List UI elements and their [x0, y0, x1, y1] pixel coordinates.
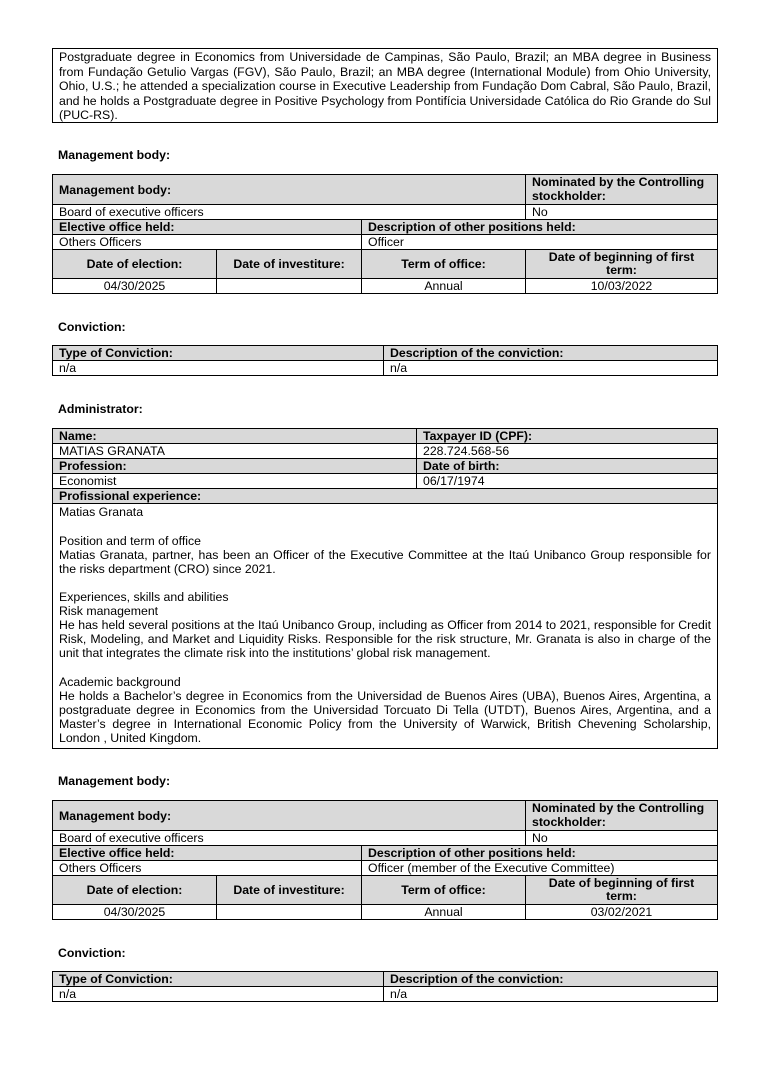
prof-experience-text: [59, 505, 711, 745]
skills-title: Experiences, skills and abilities: [59, 590, 229, 604]
nominated-value: No: [526, 205, 718, 220]
taxpayer-label: Taxpayer ID (CPF):: [417, 429, 718, 444]
conviction-table-2: [52, 971, 718, 1002]
management-body-heading-2: Management body:: [58, 774, 171, 788]
date-first-term-value: 03/02/2021: [526, 905, 718, 920]
education-text-box: Postgraduate degree in Economics from Universidade de Campinas, São Paulo, Brazil; an MBA degree in Business from Fundação Getulio Vargas (FGV), São Paulo, Brazil; an MBA degree (International Module) from Ohio University, Ohio, U.S.; he attended a specialization course in Executive Leadership from Fundação Dom Cabral, São Paulo, Brazil, and he holds a Postgraduate degree in Positive Psychology from Pontifícia Universidade Católica do Rio Grande do Sul (PUC-RS).: [52, 48, 718, 123]
administrator-table: [52, 428, 718, 749]
desc-conviction-value: n/a: [384, 361, 718, 376]
date-first-term-label: Date of beginning of first term:: [526, 876, 718, 905]
date-birth-value: 06/17/1974: [417, 474, 718, 489]
management-body-table: [52, 174, 718, 294]
management-body-label: Management body:: [53, 175, 526, 205]
other-positions-value: Officer (member of the Executive Committee): [362, 861, 718, 876]
name-value: MATIAS GRANATA: [53, 444, 417, 459]
prof-experience-cell: [53, 504, 718, 749]
skills-subtitle: Risk management: [59, 604, 159, 618]
elective-office-label: Elective office held:: [53, 220, 362, 235]
prof-experience-label: Profissional experience:: [53, 489, 718, 504]
date-election-value: 04/30/2025: [53, 905, 217, 920]
date-investiture-value: [217, 279, 362, 294]
management-body-value: Board of executive officers: [53, 831, 526, 846]
conviction-table: [52, 345, 718, 376]
term-office-value: Annual: [362, 279, 526, 294]
date-birth-label: Date of birth:: [417, 459, 718, 474]
desc-conviction-label: Description of the conviction:: [384, 972, 718, 987]
date-election-label: Date of election:: [53, 876, 217, 905]
desc-conviction-value: n/a: [384, 987, 718, 1002]
nominated-label: Nominated by the Controlling stockholder:: [526, 801, 718, 831]
management-body-value: Board of executive officers: [53, 205, 526, 220]
desc-conviction-label: Description of the conviction:: [384, 346, 718, 361]
academic-title: Academic background: [59, 674, 181, 689]
profession-value: Economist: [53, 474, 417, 489]
other-positions-value: Officer: [362, 235, 718, 250]
administrator-heading: Administrator:: [58, 402, 143, 416]
elective-office-value: Others Officers: [53, 235, 362, 250]
term-office-value: Annual: [362, 905, 526, 920]
name-label: Name:: [53, 429, 417, 444]
profession-label: Profession:: [53, 459, 417, 474]
position-text: Matias Granata, partner, has been an Officer of the Executive Committee at the Itaú Unibanco Group responsible for the risks department (CRO) since 2021.: [59, 547, 711, 576]
type-conviction-label: Type of Conviction:: [53, 346, 384, 361]
type-conviction-value: n/a: [53, 361, 384, 376]
management-body-heading: Management body:: [58, 148, 171, 162]
position-title: Position and term of office: [59, 533, 201, 548]
date-election-value: 04/30/2025: [53, 279, 217, 294]
type-conviction-label: Type of Conviction:: [53, 972, 384, 987]
term-office-label: Term of office:: [362, 876, 526, 905]
academic-text: He holds a Bachelor’s degree in Economics from the Universidad de Buenos Aires (UBA), Buenos Aires, Argentina, a postgraduate degree in Economics from the Universidad Torcuato Di Tella (UTDT), Buenos Aires, Argentina, and a Master’s degree in International Economic Policy from the University of Warwick, British Chevening Scholarship, London , United Kingdom.: [59, 688, 711, 745]
experience-name-line: Matias Granata: [59, 505, 144, 519]
nominated-value: No: [526, 831, 718, 846]
conviction-heading-2: Conviction:: [58, 946, 126, 960]
elective-office-value: Others Officers: [53, 861, 362, 876]
management-body-label: Management body:: [53, 801, 526, 831]
date-investiture-label: Date of investiture:: [217, 250, 362, 279]
taxpayer-value: 228.724.568-56: [417, 444, 718, 459]
date-investiture-value: [217, 905, 362, 920]
nominated-label: Nominated by the Controlling stockholder:: [526, 175, 718, 205]
management-body-table-2: [52, 800, 718, 920]
skills-text: He has held several positions at the Itaú Unibanco Group, including as Officer from 2014 to 2021, responsible for Credit Risk, Modeling, and Market and Liquidity Risks. Responsible for the risk structure, Mr. Granata is also in charge of the unit that integrates the climate risk into the institutions’ global risk management.: [59, 618, 711, 660]
date-investiture-label: Date of investiture:: [217, 876, 362, 905]
date-first-term-value: 10/03/2022: [526, 279, 718, 294]
type-conviction-value: n/a: [53, 987, 384, 1002]
date-election-label: Date of election:: [53, 250, 217, 279]
conviction-heading: Conviction:: [58, 320, 126, 334]
other-positions-label: Description of other positions held:: [362, 220, 718, 235]
elective-office-label: Elective office held:: [53, 846, 362, 861]
date-first-term-label: Date of beginning of first term:: [526, 250, 718, 279]
other-positions-label: Description of other positions held:: [362, 846, 718, 861]
term-office-label: Term of office:: [362, 250, 526, 279]
